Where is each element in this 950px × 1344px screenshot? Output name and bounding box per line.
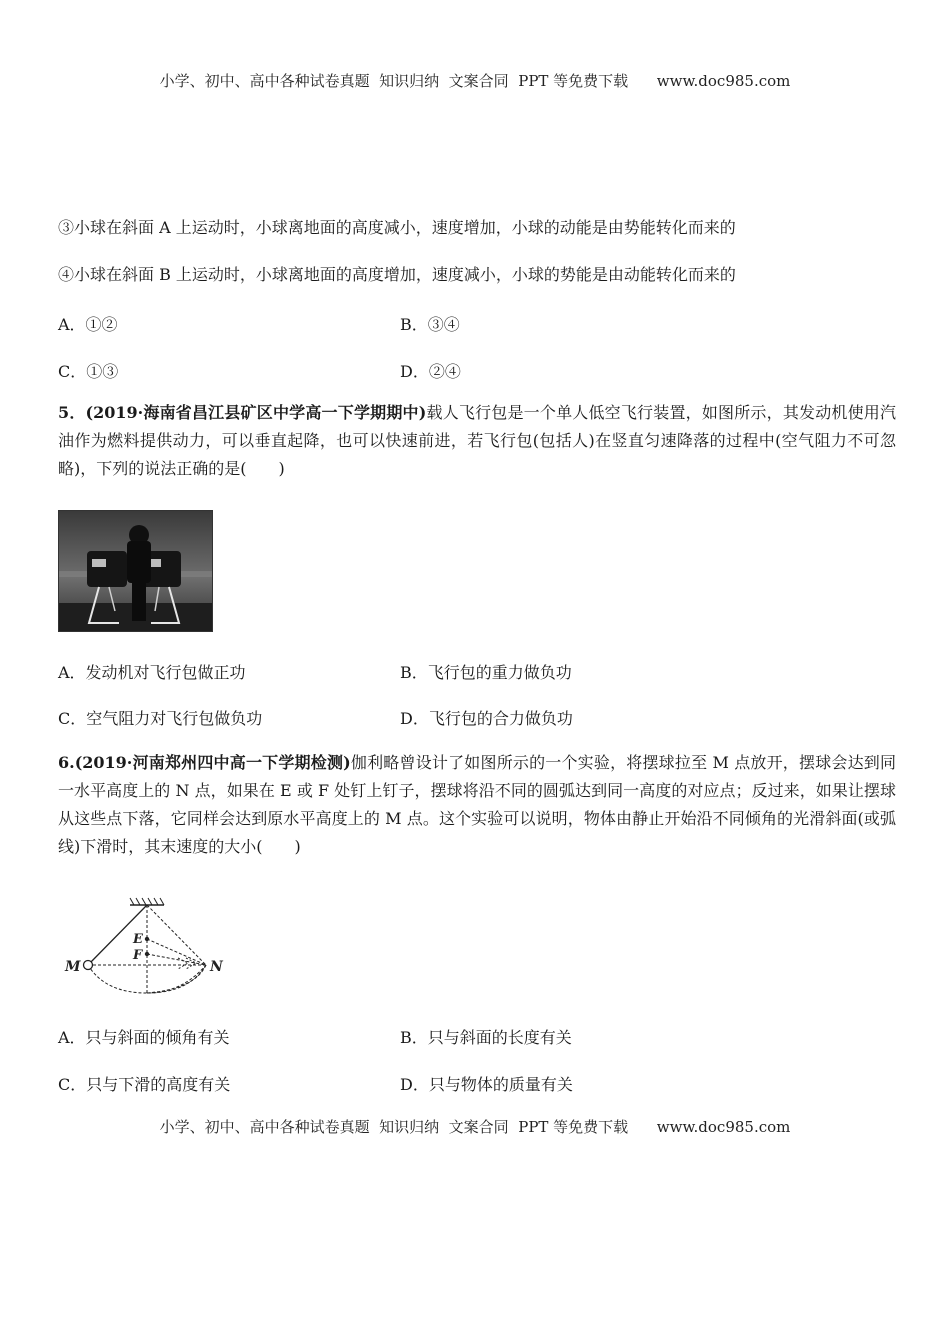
statement-3: ③小球在斜面 A 上运动时，小球离地面的高度减小，速度增加，小球的动能是由势能转化而来的 <box>58 218 736 237</box>
label-m: M <box>65 959 81 975</box>
q6-option-d: D．只与物体的质量有关 <box>400 1075 573 1094</box>
q4-option-b: B．③④ <box>400 315 460 334</box>
q5-option-c: C．空气阻力对飞行包做负功 <box>58 709 263 728</box>
q6-source: (2019·河南郑州四中高一下学期检测) <box>74 753 351 772</box>
q5-source: (2019·海南省昌江县矿区中学高一下学期期中) <box>85 403 427 422</box>
q6-number: 6. <box>58 753 75 772</box>
pendulum-ball <box>84 961 93 970</box>
label-f: F <box>133 948 143 963</box>
jetpack-photo <box>58 510 213 632</box>
q4-option-c: C．①③ <box>58 362 119 381</box>
question-6 <box>58 749 896 861</box>
pendulum-diagram <box>60 893 240 1002</box>
q5-stem: 载人飞行包是一个单人低空飞行装置，如图所示，其发动机使用汽油作为燃料提供动力，可以垂直起降，也可以快速前进，若飞行包(包括人)在竖直匀速降落的过程中(空气阻力不可忽略)，下列的说法正确的是( ) <box>58 403 896 478</box>
page-header: 小学、初中、高中各种试卷真题 知识归纳 文案合同 PPT 等免费下载 www.doc985.com <box>159 72 791 90</box>
ceiling-support <box>130 898 164 905</box>
q4-option-a: A．①② <box>58 315 118 334</box>
q5-option-d: D．飞行包的合力做负功 <box>400 709 573 728</box>
label-n: N <box>210 959 223 975</box>
q5-number: 5． <box>58 403 86 422</box>
q6-stem: 伽利略曾设计了如图所示的一个实验，将摆球拉至 M 点放开，摆球会达到同一水平高度上的 N 点，如果在 E 或 F 处钉上钉子，摆球将沿不同的圆弧达到同一高度的对应点；反过来，如果让摆球从这些点下落，它同样会达到原水平高度上的 M 点。这个实验可以说明，物体由静止开始沿不同倾角的光滑斜面(或弧线)下滑时，其末速度的大小( ) <box>58 753 896 856</box>
page-footer: 小学、初中、高中各种试卷真题 知识归纳 文案合同 PPT 等免费下载 www.doc985.com <box>159 1118 791 1136</box>
q6-option-c: C．只与下滑的高度有关 <box>58 1075 231 1094</box>
question-5 <box>58 399 896 483</box>
statement-4: ④小球在斜面 B 上运动时，小球离地面的高度增加，速度减小，小球的势能是由动能转化而来的 <box>58 265 736 284</box>
q6-option-b: B．只与斜面的长度有关 <box>400 1028 572 1047</box>
q5-option-a: A．发动机对飞行包做正功 <box>58 663 246 682</box>
nail-f <box>145 952 149 956</box>
q6-option-a: A．只与斜面的倾角有关 <box>58 1028 230 1047</box>
nail-e <box>145 937 149 941</box>
label-e: E <box>133 932 143 947</box>
q4-option-d: D．②④ <box>400 362 461 381</box>
q5-option-b: B．飞行包的重力做负功 <box>400 663 572 682</box>
